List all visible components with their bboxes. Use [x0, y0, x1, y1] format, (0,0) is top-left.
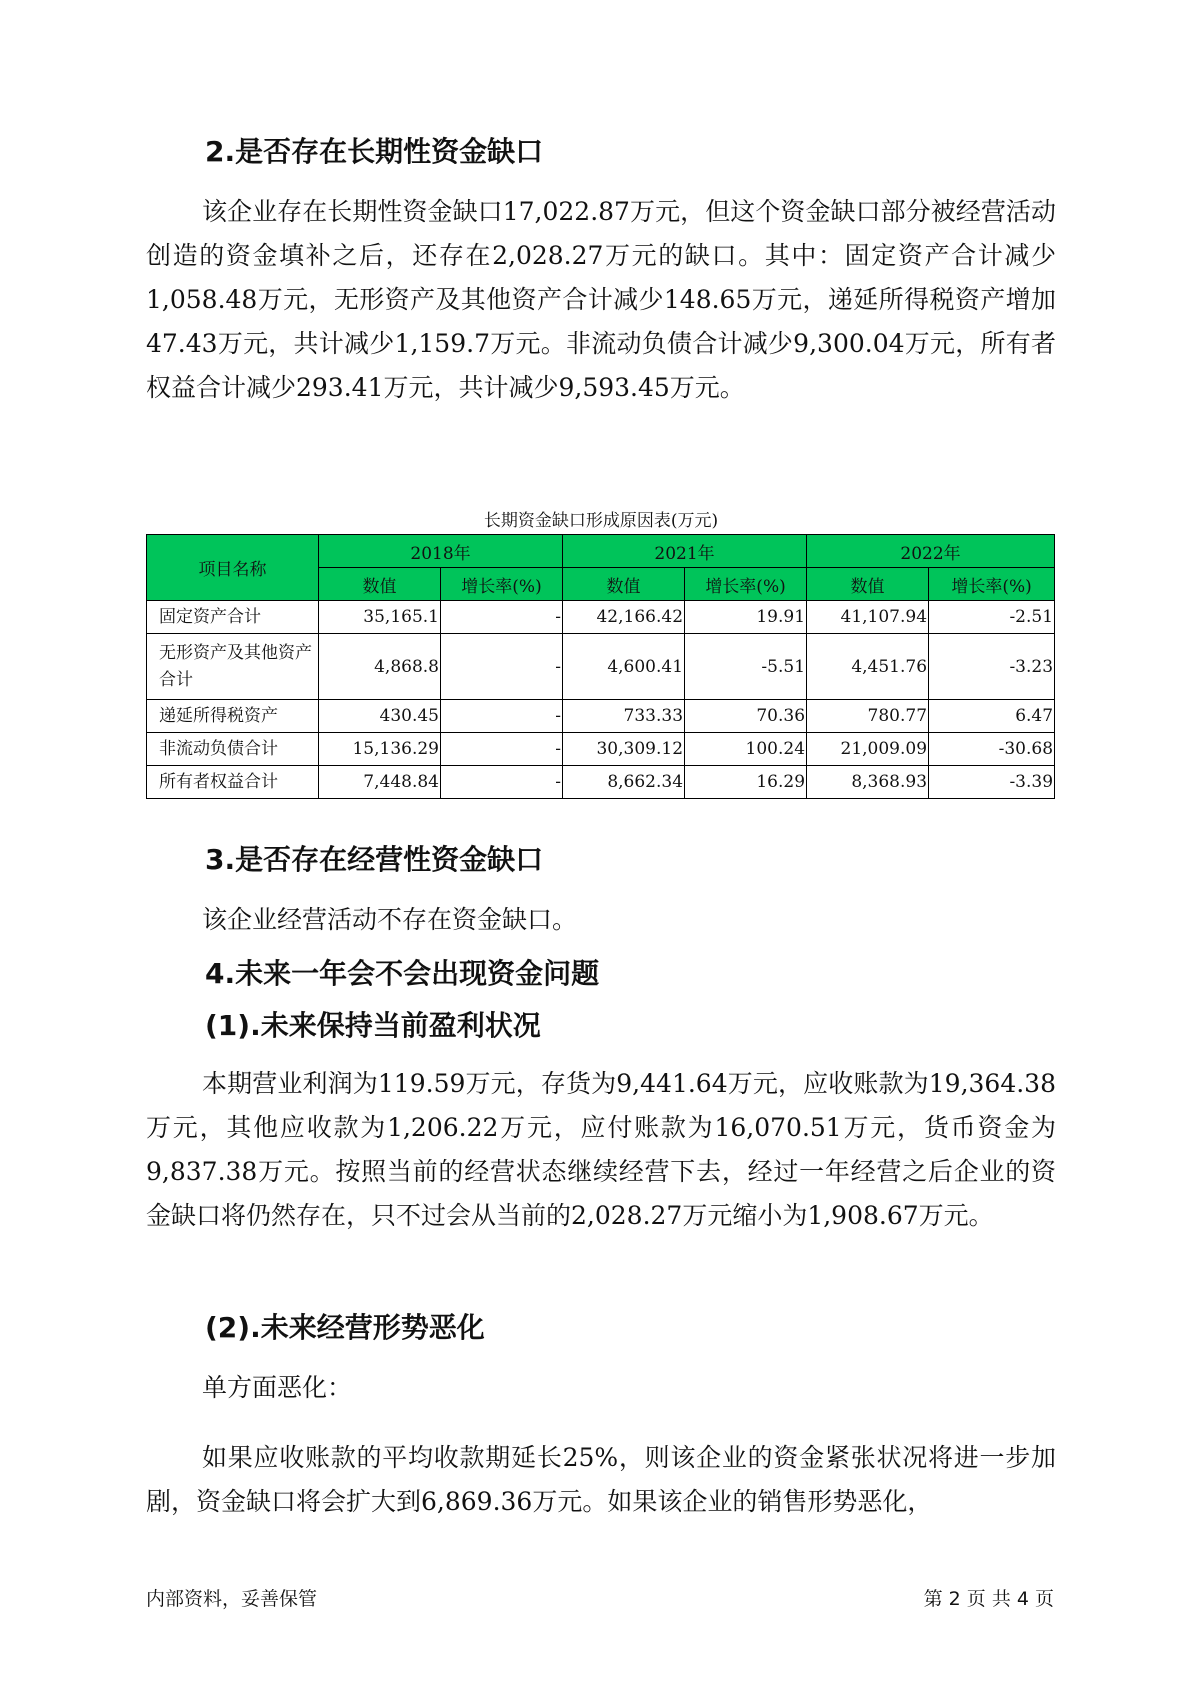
- row-label: 所有者权益合计: [147, 766, 319, 799]
- header-item-name: 项目名称: [147, 535, 319, 601]
- section-2-paragraph: 该企业存在长期性资金缺口17,022.87万元，但这个资金缺口部分被经营活动创造的资金填补之后，还存在2,028.27万元的缺口。其中：固定资产合计减少1,058.48万元，无形资产及其他资产合计减少148.65万元，递延所得税资产增加47.43万元，共计减少1,159.7万元。非流动负债合计减少9,300.04万元，所有者权益合计减少293.41万元，共计减少9,593.45万元。: [146, 197, 1056, 402]
- header-value: 数值: [807, 568, 929, 601]
- row-label: 无形资产及其他资产合计: [147, 634, 319, 700]
- table-cell: 7,448.84: [319, 766, 441, 799]
- subsection-1-heading: (1).未来保持当前盈利状况: [205, 1009, 541, 1042]
- table-cell: 4,451.76: [807, 634, 929, 700]
- table-row: [147, 700, 1055, 733]
- row-label: 固定资产合计: [147, 601, 319, 634]
- table-cell: -5.51: [685, 634, 807, 700]
- header-value: 数值: [319, 568, 441, 601]
- table-cell: -2.51: [929, 601, 1055, 634]
- row-label: 递延所得税资产: [147, 700, 319, 733]
- table-row: [147, 634, 1055, 700]
- table-cell: 21,009.09: [807, 733, 929, 766]
- table-cell: 4,600.41: [563, 634, 685, 700]
- table-cell: 4,868.8: [319, 634, 441, 700]
- table-cell: -: [441, 766, 563, 799]
- table-row: [147, 766, 1055, 799]
- subsection-2-intro: 单方面恶化：: [202, 1373, 353, 1402]
- header-growth: 增长率(%): [685, 568, 807, 601]
- table-cell: 35,165.1: [319, 601, 441, 634]
- table-row: [147, 601, 1055, 634]
- header-year-2018: 2018年: [319, 535, 563, 568]
- row-label: 非流动负债合计: [147, 733, 319, 766]
- table-cell: -: [441, 700, 563, 733]
- section-2-heading: 2.是否存在长期性资金缺口: [205, 135, 544, 168]
- subsection-2-paragraph: 如果应收账款的平均收款期延长25%，则该企业的资金紧张状况将进一步加剧，资金缺口将会扩大到6,869.36万元。如果该企业的销售形势恶化，: [146, 1443, 1056, 1516]
- table-cell: 30,309.12: [563, 733, 685, 766]
- header-year-2022: 2022年: [807, 535, 1055, 568]
- table-cell: 41,107.94: [807, 601, 929, 634]
- table-cell: 733.33: [563, 700, 685, 733]
- subsection-2-heading: (2).未来经营形势恶化: [205, 1311, 485, 1344]
- section-4-heading: 4.未来一年会不会出现资金问题: [205, 957, 600, 990]
- table-cell: -: [441, 601, 563, 634]
- table-caption: 长期资金缺口形成原因表(万元): [483, 511, 719, 531]
- table-cell: 42,166.42: [563, 601, 685, 634]
- table-cell: 8,368.93: [807, 766, 929, 799]
- table-cell: -30.68: [929, 733, 1055, 766]
- table-row: [147, 733, 1055, 766]
- footer-confidential-note: 内部资料，妥善保管: [146, 1588, 318, 1610]
- table-cell: 8,662.34: [563, 766, 685, 799]
- table-cell: 15,136.29: [319, 733, 441, 766]
- section-3-heading: 3.是否存在经营性资金缺口: [205, 843, 544, 876]
- table-cell: 100.24: [685, 733, 807, 766]
- long-term-gap-table: [146, 534, 1055, 799]
- header-year-2021: 2021年: [563, 535, 807, 568]
- table-cell: 16.29: [685, 766, 807, 799]
- header-growth: 增长率(%): [441, 568, 563, 601]
- table-cell: -: [441, 634, 563, 700]
- header-value: 数值: [563, 568, 685, 601]
- subsection-1-paragraph: 本期营业利润为119.59万元，存货为9,441.64万元，应收账款为19,364.38万元，其他应收款为1,206.22万元，应付账款为16,070.51万元，货币资金为9,837.38万元。按照当前的经营状态继续经营下去，经过一年经营之后企业的资金缺口将仍然存在，只不过会从当前的2,028.27万元缩小为1,908.67万元。: [146, 1069, 1056, 1230]
- section-3-paragraph: 该企业经营活动不存在资金缺口。: [202, 905, 578, 934]
- table-cell: -3.23: [929, 634, 1055, 700]
- table-cell: -: [441, 733, 563, 766]
- table-cell: 780.77: [807, 700, 929, 733]
- table-cell: 70.36: [685, 700, 807, 733]
- table-cell: 430.45: [319, 700, 441, 733]
- header-growth: 增长率(%): [929, 568, 1055, 601]
- table-cell: 19.91: [685, 601, 807, 634]
- footer-page-number: 第 2 页 共 4 页: [923, 1588, 1054, 1610]
- table-cell: 6.47: [929, 700, 1055, 733]
- table-cell: -3.39: [929, 766, 1055, 799]
